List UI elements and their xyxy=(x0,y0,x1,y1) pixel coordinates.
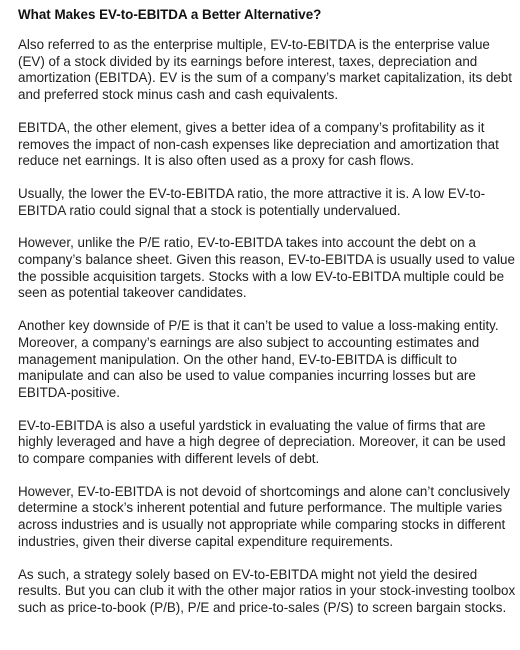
article-heading: What Makes EV-to-EBITDA a Better Alternative? xyxy=(18,7,322,22)
paragraph-debt-consideration: However, unlike the P/E ratio, EV-to-EBITDA takes into account the debt on a company’s balance sheet. Given this reason, EV-to-EBITDA is usually used to value the possible acquisition targets. Stocks with a low EV-to-EBITDA multiple could be seen as potential takeover candidates. xyxy=(18,235,515,301)
paragraph-leverage: EV-to-EBITDA is also a useful yardstick in evaluating the value of firms that are highly leveraged and have a high degree of depreciation. Moreover, it can be used to compare companies with different levels of debt. xyxy=(18,417,506,467)
paragraph-low-ratio: Usually, the lower the EV-to-EBITDA ratio, the more attractive it is. A low EV-to-EBITDA ratio could signal that a stock is potentially undervalued. xyxy=(18,185,486,218)
article-body xyxy=(18,7,518,633)
paragraph-ev-definition: Also referred to as the enterprise multiple, EV-to-EBITDA is the enterprise value (EV) of a stock divided by its earnings before interest, taxes, depreciation and amortization (EBITDA). EV is the sum of a company’s market capitalization, its debt and preferred stock minus cash and cash equivalents. xyxy=(18,37,512,103)
paragraph-ebitda-definition: EBITDA, the other element, gives a better idea of a company’s profitability as it removes the impact of non-cash expenses like depreciation and amortization that reduce net earnings. It is also often used as a proxy for cash flows. xyxy=(18,119,499,169)
paragraph-pe-downside: Another key downside of P/E is that it can’t be used to value a loss-making entity. Moreover, a company’s earnings are also subject to accounting estimates and management manipulation. On the other hand, EV-to-EBITDA is difficult to manipulate and can also be used to value companies incurring losses but are EBITDA-positive. xyxy=(18,318,499,400)
paragraph-shortcomings: However, EV-to-EBITDA is not devoid of shortcomings and alone can’t conclusively determine a stock’s inherent potential and future performance. The multiple varies across industries and is usually not appropriate while comparing stocks in different industries, given their diverse capital expenditure requirements. xyxy=(18,483,510,549)
paragraph-strategy: As such, a strategy solely based on EV-to-EBITDA might not yield the desired results. But you can club it with the other major ratios in your stock-investing toolbox such as price-to-book (P/B), P/E and price-to-sales (P/S) to screen bargain stocks. xyxy=(18,566,516,615)
